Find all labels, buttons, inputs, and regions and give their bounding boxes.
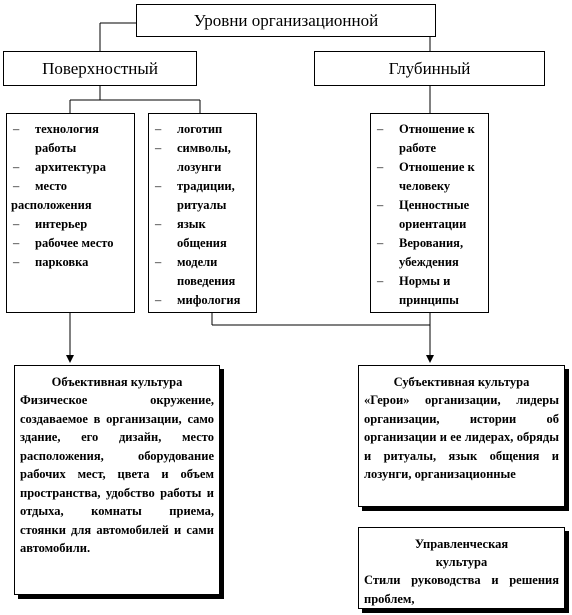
list-item-text: Отношение к человеку xyxy=(399,160,475,193)
objective-culture-text: Физическое окружение, создаваемое в организации, само здание, его дизайн, место расположения, оборудование рабочих мест, цвета и объем пространства, удобство работы и отдыха, комнаты приема, стоянки для автомобилей и сами автомобили. xyxy=(20,393,214,555)
surface-level-label: Поверхностный xyxy=(42,58,158,78)
surface-level-box xyxy=(3,51,197,86)
list-item xyxy=(9,177,132,196)
list-item-text: традиции, ритуалы xyxy=(177,179,235,212)
surface-symbolic-list xyxy=(151,120,254,310)
dash-marker: – xyxy=(377,122,384,136)
managerial-culture-box xyxy=(358,527,565,609)
list-item-text: место xyxy=(35,179,67,193)
list-item xyxy=(9,253,132,272)
list-item-text: модели поведения xyxy=(177,255,236,288)
dash-marker: – xyxy=(377,160,384,174)
list-item xyxy=(151,215,254,253)
list-item-text: мифология xyxy=(177,293,241,307)
surface-symbolic-list-box xyxy=(148,113,257,313)
list-item xyxy=(373,272,486,310)
list-item-text: технология работы xyxy=(35,122,99,155)
subjective-culture-text: «Герои» организации, лидеры организации, истории об организации и ее лидерах, обряды и ритуалы, язык общения и лозунги, организационные xyxy=(364,393,559,481)
list-item-text: язык общения xyxy=(177,217,227,250)
surface-physical-list xyxy=(9,120,132,272)
list-item-text: Ценностные ориентации xyxy=(399,198,470,231)
dash-marker: – xyxy=(155,217,162,231)
dash-marker: – xyxy=(155,179,162,193)
dash-marker: – xyxy=(13,179,20,193)
dash-marker: – xyxy=(13,122,20,136)
list-item-text: Верования, убеждения xyxy=(399,236,464,269)
list-item xyxy=(151,177,254,215)
dash-marker: – xyxy=(13,160,20,174)
list-item xyxy=(9,234,132,253)
list-item xyxy=(9,158,132,177)
list-item xyxy=(151,139,254,177)
list-item xyxy=(373,196,486,234)
list-item-text: рабочее место xyxy=(35,236,114,250)
list-item xyxy=(9,196,132,215)
dash-marker: – xyxy=(155,122,162,136)
dash-marker: – xyxy=(377,274,384,288)
list-item-text: интерьер xyxy=(35,217,88,231)
list-item-text: парковка xyxy=(35,255,89,269)
list-item-text: расположения xyxy=(11,198,92,212)
managerial-culture-title: Управленческая культура xyxy=(414,537,509,569)
deep-values-list-box xyxy=(370,113,489,313)
surface-physical-list-box xyxy=(6,113,135,313)
subjective-culture-box xyxy=(358,365,565,507)
list-item xyxy=(373,234,486,272)
dash-marker: – xyxy=(377,198,384,212)
title-text: Уровни организационной xyxy=(193,10,379,30)
title-box xyxy=(136,4,436,37)
list-item xyxy=(9,215,132,234)
list-item-text: Нормы и принципы xyxy=(399,274,459,307)
list-item xyxy=(9,120,132,158)
dash-marker: – xyxy=(13,217,20,231)
list-item-text: Отношение к работе xyxy=(399,122,475,155)
dash-marker: – xyxy=(155,293,162,307)
list-item xyxy=(151,253,254,291)
subjective-culture-title: Субъективная культура xyxy=(393,375,530,389)
deep-level-box xyxy=(314,51,545,86)
list-item-text: символы, лозунги xyxy=(177,141,231,174)
dash-marker: – xyxy=(155,141,162,155)
list-item xyxy=(373,120,486,158)
list-item xyxy=(151,120,254,139)
dash-marker: – xyxy=(13,255,20,269)
list-item-text: логотип xyxy=(177,122,223,136)
list-item xyxy=(151,291,254,310)
list-item-text: архитектура xyxy=(35,160,106,174)
managerial-culture-text: Стили руководства и решения проблем, xyxy=(364,573,559,606)
list-item xyxy=(373,158,486,196)
deep-values-list xyxy=(373,120,486,310)
dash-marker: – xyxy=(377,236,384,250)
dash-marker: – xyxy=(155,255,162,269)
objective-culture-title: Объективная культура xyxy=(51,375,183,389)
deep-level-label: Глубинный xyxy=(388,58,471,78)
dash-marker: – xyxy=(13,236,20,250)
objective-culture-box xyxy=(14,365,220,595)
